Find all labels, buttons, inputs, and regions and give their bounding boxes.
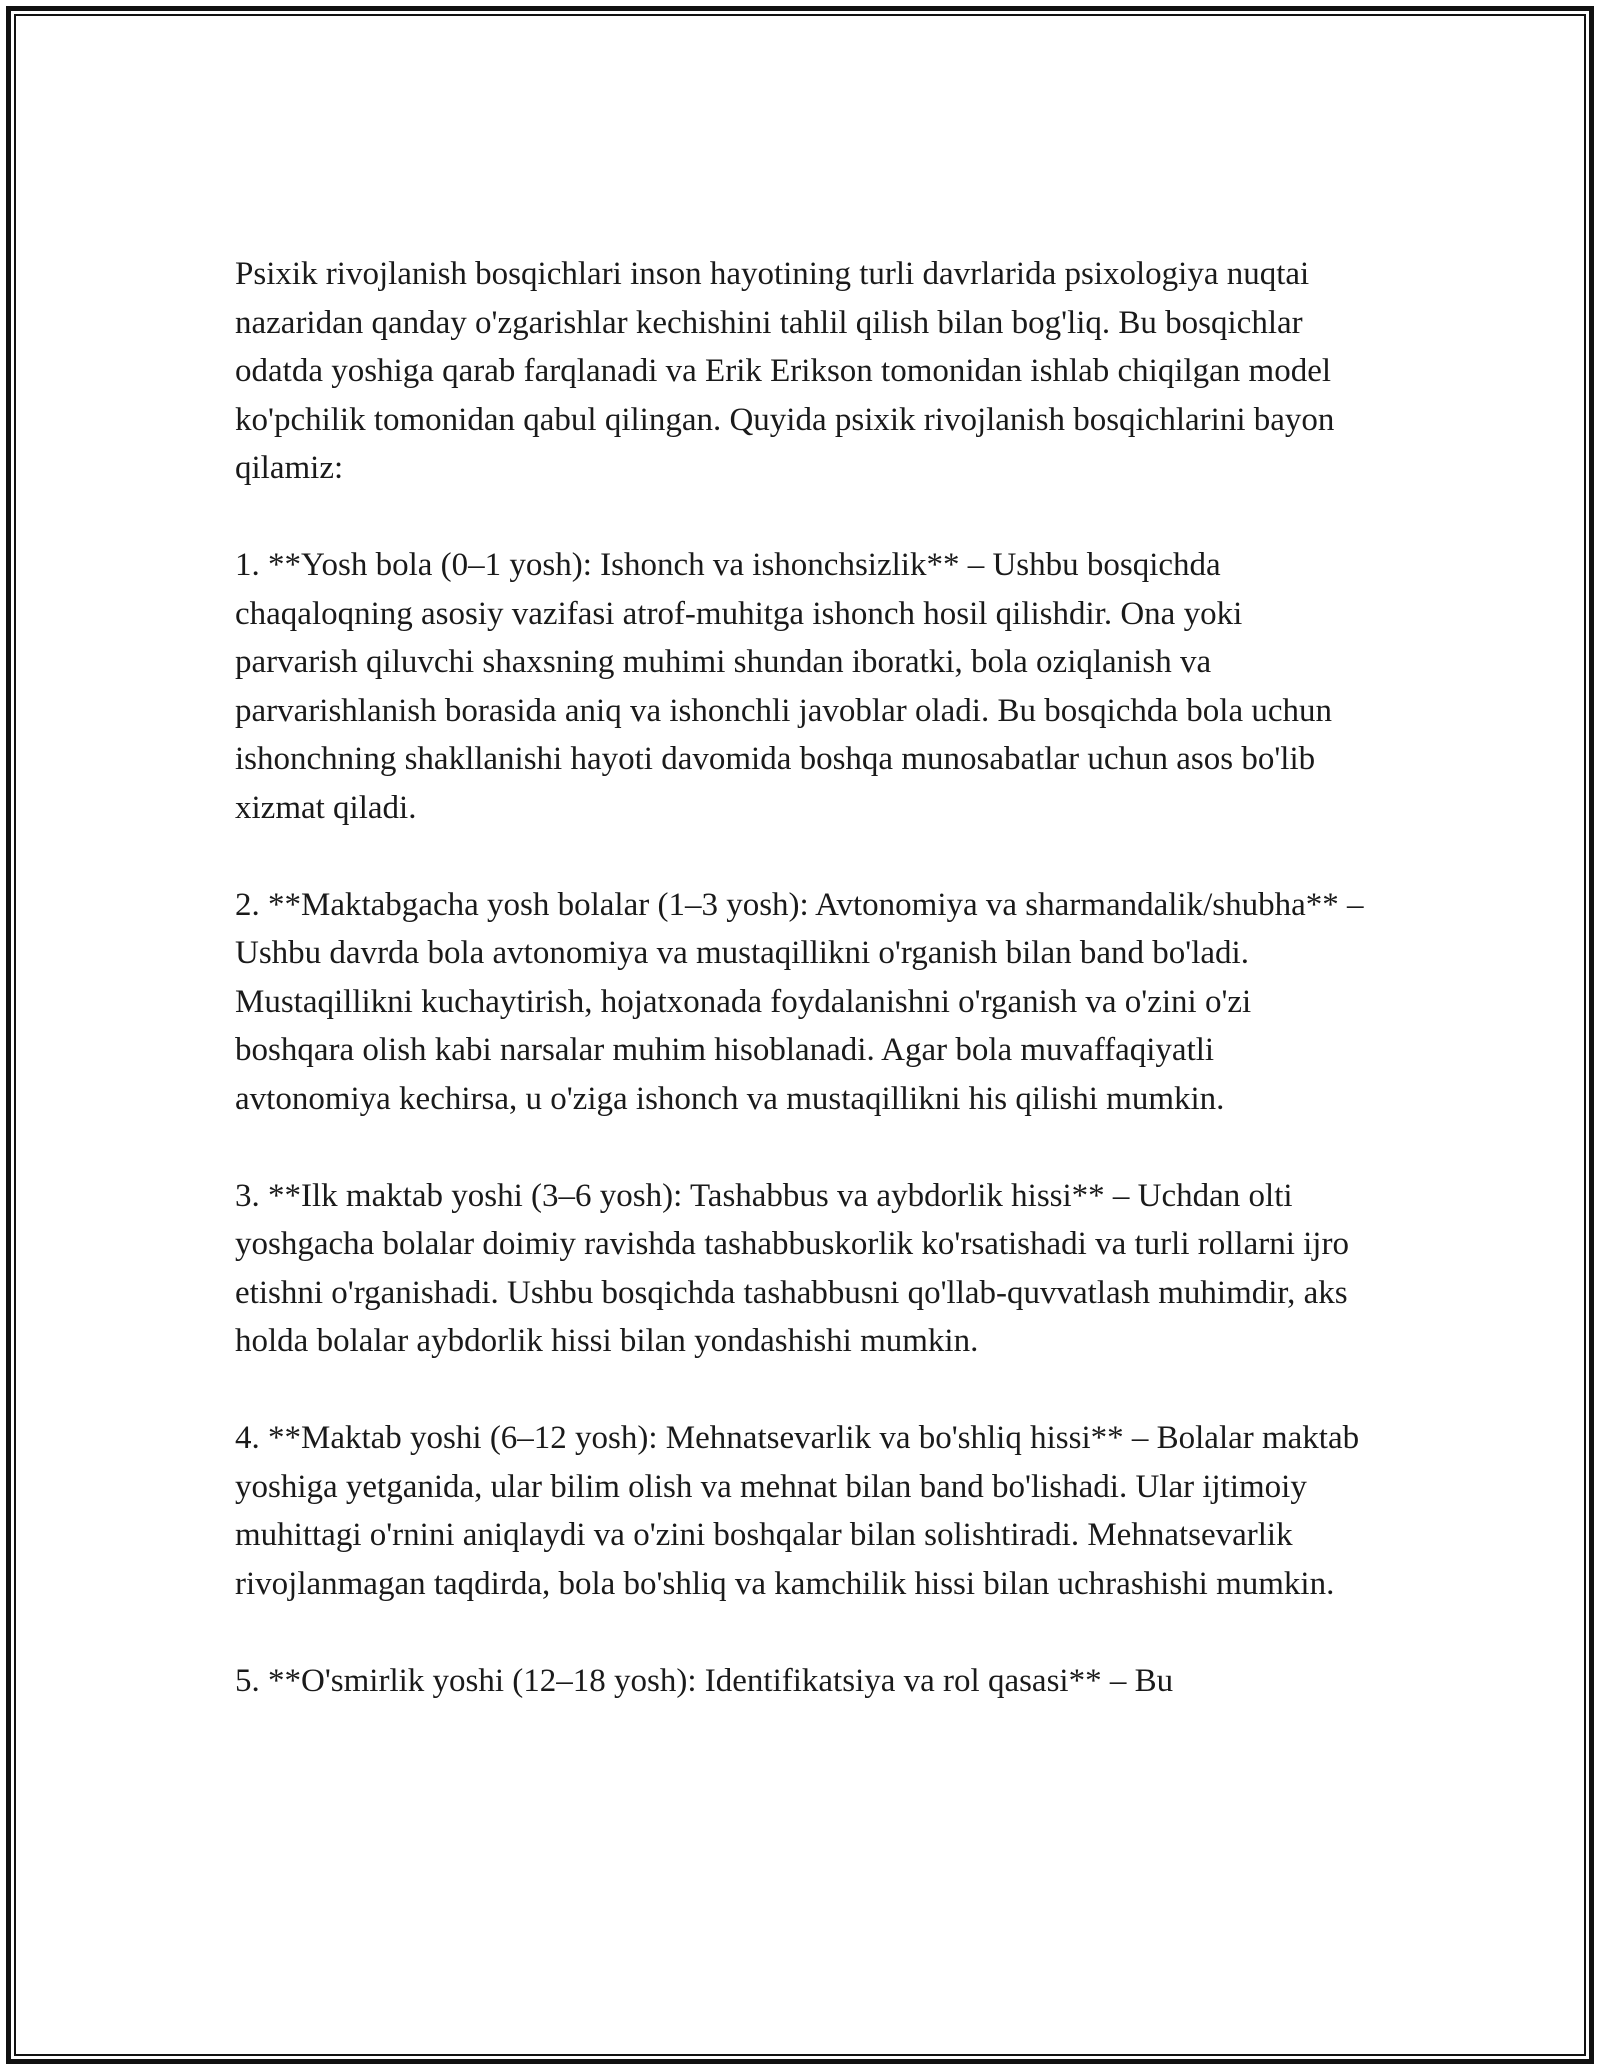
stage-3-paragraph: 3. **Ilk maktab yoshi (3–6 yosh): Tashabbus va aybdorlik hissi** – Uchdan olti yoshgacha bolalar doimiy ravishda tashabbuskorlik ko'rsatishadi va turli rollarni ijro etishni o'rganishadi. Ushbu bosqichda tashabbusni qo'llab-quvvatlash muhimdir, aks holda bolalar aybdorlik hissi bilan yondashishi mumkin. [235, 1177, 1349, 1359]
stage-5-paragraph: 5. **O'smirlik yoshi (12–18 yosh): Identifikatsiya va rol qasasi** – Bu [235, 1662, 1174, 1699]
intro-paragraph: Psixik rivojlanish bosqichlari inson hayotining turli davrlarida psixologiya nuqtai nazaridan qanday o'zgarishlar kechishini tahlil qilish bilan bog'liq. Bu bosqichlar odatda yoshiga qarab farqlanadi va Erik Erikson tomonidan ishlab chiqilgan model ko'pchilik tomonidan qabul qilingan. Quyida psixik rivojlanish bosqichlarini bayon qilamiz: [235, 256, 1335, 486]
document-body [235, 250, 1370, 1705]
stage-1-paragraph: 1. **Yosh bola (0–1 yosh): Ishonch va ishonchsizlik** – Ushbu bosqichda chaqaloqning asosiy vazifasi atrof-muhitga ishonch hosil qilishdir. Ona yoki parvarish qiluvchi shaxsning muhimi shundan iboratki, bola oziqlanish va parvarishlanish borasida aniq va ishonchli javoblar oladi. Bu bosqichda bola uchun ishonchning shakllanishi hayoti davomida boshqa munosabatlar uchun asos bo'lib xizmat qiladi. [235, 547, 1332, 826]
stage-2-paragraph: 2. **Maktabgacha yosh bolalar (1–3 yosh): Avtonomiya va sharmandalik/shubha** – Ushbu davrda bola avtonomiya va mustaqillikni o'rganish bilan band bo'ladi. Mustaqillikni kuchaytirish, hojatxonada foydalanishni o'rganish va o'zini o'zi boshqara olish kabi narsalar muhim hisoblanadi. Agar bola muvaffaqiyatli avtonomiya kechirsa, u o'ziga ishonch va mustaqillikni his qilishi mumkin. [235, 886, 1364, 1117]
stage-4-paragraph: 4. **Maktab yoshi (6–12 yosh): Mehnatsevarlik va bo'shliq hissi** – Bolalar maktab yoshiga yetganida, ular bilim olish va mehnat bilan band bo'lishadi. Ular ijtimoiy muhittagi o'rnini aniqlaydi va o'zini boshqalar bilan solishtiradi. Mehnatsevarlik rivojlanmagan taqdirda, bola bo'shliq va kamchilik hissi bilan uchrashishi mumkin. [235, 1420, 1360, 1602]
